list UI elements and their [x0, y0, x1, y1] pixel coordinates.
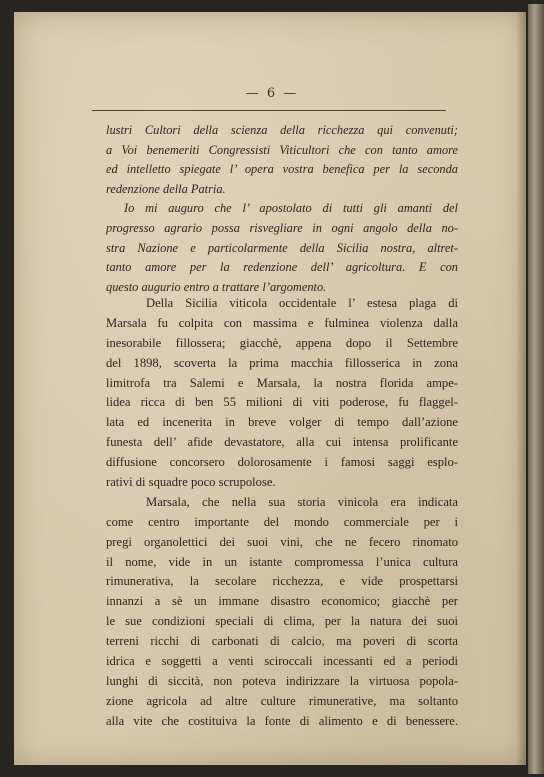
header-rule: [92, 110, 446, 111]
book-edge: [528, 4, 544, 774]
text-line: stra Nazione e particolarmente della Sicilia nostra, altret-: [106, 240, 458, 255]
page-fold-shadow: [516, 12, 526, 765]
text-line: rimunerativa, la secolare ricchezza, e vide prospettarsi: [106, 574, 458, 589]
text-line: pregi organolettici dei suoi vini, che ne fecero rinomato: [106, 534, 458, 549]
text-line: questo augurio entro a trattare l’argomento.: [106, 279, 327, 294]
text-line: idrica e soggetti a venti sciroccali incessanti ed a periodi: [106, 654, 458, 669]
text-line: inesorabile fillossera; giacchè, appena dopo il Settembre: [106, 335, 458, 350]
body-text: [106, 294, 458, 732]
text-line: progresso agrario possa risvegliare in ogni angolo della no-: [106, 220, 458, 235]
text-line: del 1898, scoverta la prima macchia fillosserica in zona: [106, 355, 458, 370]
text-line: Marsala fu colpita con massima e fulminea violenza dalla: [106, 315, 458, 330]
text-line: Della Sicilia viticola occidentale l’ estesa plaga di: [146, 296, 458, 310]
page-number: — 6 —: [245, 86, 299, 101]
text-line: lata ed incenerita in breve volger di tempo dall’azione: [106, 415, 458, 430]
text-line: Io mi auguro che l’ apostolato di tutti gli amanti del: [124, 201, 458, 216]
text-line: redenzione della Patria.: [106, 181, 226, 196]
text-line: lustri Cultori della scienza della ricchezza qui convenuti;: [106, 123, 458, 137]
text-line: il nome, vide in un istante compromessa l’unica cultura: [106, 554, 458, 569]
text-line: zione agricola ad altre culture rimunerative, ma soltanto: [106, 693, 458, 708]
text-line: terreni ricchi di carbonati di calcio, ma poveri di scorta: [106, 634, 458, 649]
text-line: alla vite che costituiva la fonte di alimento e di benessere.: [106, 713, 458, 728]
text-line: le sue condizioni speciali di clima, per la natura dei suoi: [106, 614, 458, 629]
text-line: lunghi di siccità, non poteva indirizzare la virtuosa popola-: [106, 673, 458, 688]
text-line: funesta dell’ afide devastatore, alla cui intensa prolificante: [106, 435, 458, 450]
text-line: lidea ricca di ben 55 milioni di viti poderose, fu flaggel-: [106, 395, 458, 410]
text-line: come centro importante del mondo commerciale per i: [106, 514, 458, 529]
text-line: Marsala, che nella sua storia vinicola era indicata: [146, 494, 458, 509]
text-line: innanzi a sè un immane disastro economico; giacchè per: [106, 594, 458, 609]
text-line: a Voi benemeriti Congressisti Viticultori che con tanto amore: [106, 142, 458, 157]
text-line: diffusione concorsero dolorosamente i famosi saggi esplo-: [106, 455, 458, 470]
italic-intro: [106, 121, 458, 297]
text-line: tanto amore per la redenzione dell’ agricoltura. E con: [106, 260, 458, 275]
text-line: ed intelletto spiegate l’ opera vostra benefica per la seconda: [106, 162, 458, 177]
text-line: limitrofa tra Salemi e Marsala, la nostra florida ampe-: [106, 375, 458, 390]
text-line: rativi di squadre poco scrupolose.: [106, 475, 276, 490]
